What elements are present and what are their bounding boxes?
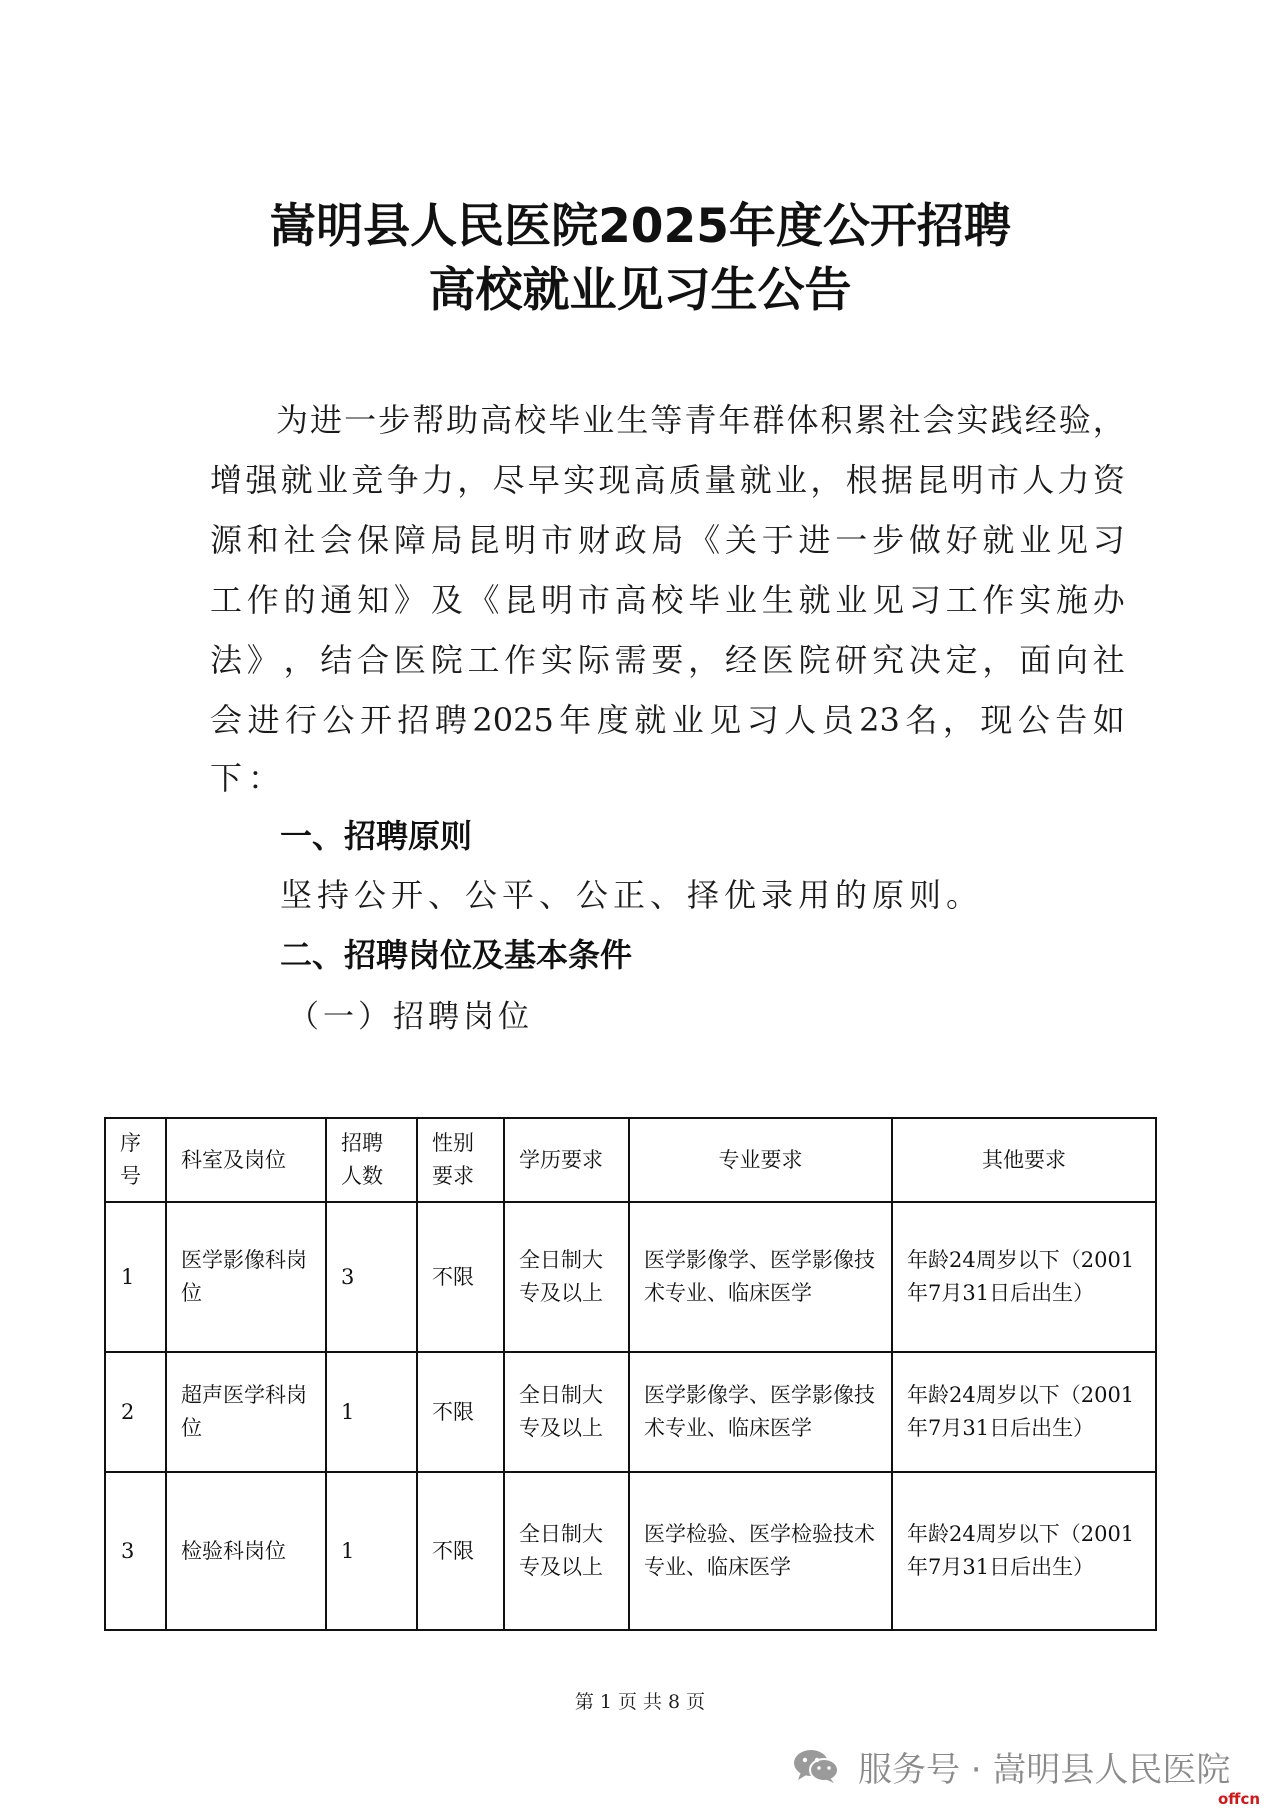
cell-gender: 不限 [417, 1472, 504, 1630]
cell-count: 1 [326, 1472, 417, 1630]
brand-logo: offcn [1218, 1790, 1261, 1808]
header-cell: 专业要求 [629, 1118, 892, 1202]
cell-department: 检验科岗位 [166, 1472, 326, 1630]
table-row [105, 1202, 1156, 1352]
section1-heading: 一、招聘原则 [280, 817, 473, 855]
cell-gender: 不限 [417, 1352, 504, 1472]
positions-table [104, 1117, 1157, 1631]
header-cell: 其他要求 [892, 1118, 1156, 1202]
cell-index: 1 [105, 1202, 166, 1352]
header-cell: 科室及岗位 [166, 1118, 326, 1202]
cell-major: 医学影像学、医学影像技术专业、临床医学 [629, 1202, 892, 1352]
intro-line: 为 进 一 步 帮 助 高 校 毕 业 生 等 青 年 群 体 积 累 社 会 实 践 经 验 ， [276, 401, 1125, 439]
cell-department: 超声医学科岗位 [166, 1352, 326, 1472]
cell-other: 年龄24周岁以下（2001年7月31日后出生） [892, 1472, 1156, 1630]
intro-line: 法 》 ， 结 合 医 院 工 作 实 际 需 要 ， 经 医 院 研 究 决 定 ， 面 向 社 [210, 641, 1125, 679]
section1-text: 坚持公开、公平、公正、择优录用的原则。 [280, 876, 984, 914]
table-row [105, 1472, 1156, 1630]
cell-index: 2 [105, 1352, 166, 1472]
cell-department: 医学影像科岗位 [166, 1202, 326, 1352]
cell-count: 1 [326, 1352, 417, 1472]
cell-other: 年龄24周岁以下（2001年7月31日后出生） [892, 1202, 1156, 1352]
title-line-1: 嵩明县人民医院2025年度公开招聘 [269, 199, 1011, 254]
watermark-text: 服务号 · 嵩明县人民医院 [858, 1749, 1231, 1790]
page-number: 第 1 页 共 8 页 [574, 1691, 706, 1713]
cell-index: 3 [105, 1472, 166, 1630]
title-line-2: 高校就业见习生公告 [428, 263, 852, 318]
section2-heading: 二、招聘岗位及基本条件 [280, 936, 633, 974]
subsection-heading: （一）招聘岗位 [288, 999, 533, 1035]
intro-line: 增 强 就 业 竞 争 力 ， 尽 早 实 现 高 质 量 就 业 ， 根 据 昆 明 市 人 力 资 [210, 461, 1125, 499]
cell-gender: 不限 [417, 1202, 504, 1352]
cell-education: 全日制大专及以上 [504, 1472, 629, 1630]
intro-line: 下： [210, 759, 287, 797]
watermark [792, 1744, 1230, 1788]
intro-line: 源 和 社 会 保 障 局 昆 明 市 财 政 局 《 关 于 进 一 步 做 好 就 业 见 习 [210, 521, 1125, 559]
cell-other: 年龄24周岁以下（2001年7月31日后出生） [892, 1352, 1156, 1472]
intro-line: 工 作 的 通 知 》 及 《 昆 明 市 高 校 毕 业 生 就 业 见 习 工 作 实 施 办 [210, 581, 1125, 619]
header-cell: 学历要求 [504, 1118, 629, 1202]
table-row [105, 1352, 1156, 1472]
cell-major: 医学检验、医学检验技术专业、临床医学 [629, 1472, 892, 1630]
cell-education: 全日制大专及以上 [504, 1202, 629, 1352]
header-cell: 招聘人数 [326, 1118, 417, 1202]
header-cell: 性别要求 [417, 1118, 504, 1202]
cell-education: 全日制大专及以上 [504, 1352, 629, 1472]
cell-major: 医学影像学、医学影像技术专业、临床医学 [629, 1352, 892, 1472]
header-cell: 序号 [105, 1118, 166, 1202]
intro-line: 会 进 行 公 开 招 聘 2025 年 度 就 业 见 习 人 员 23 名 ， 现 公 告 如 [210, 701, 1125, 739]
wechat-icon [792, 1748, 840, 1784]
table-header-row [105, 1118, 1156, 1202]
cell-count: 3 [326, 1202, 417, 1352]
